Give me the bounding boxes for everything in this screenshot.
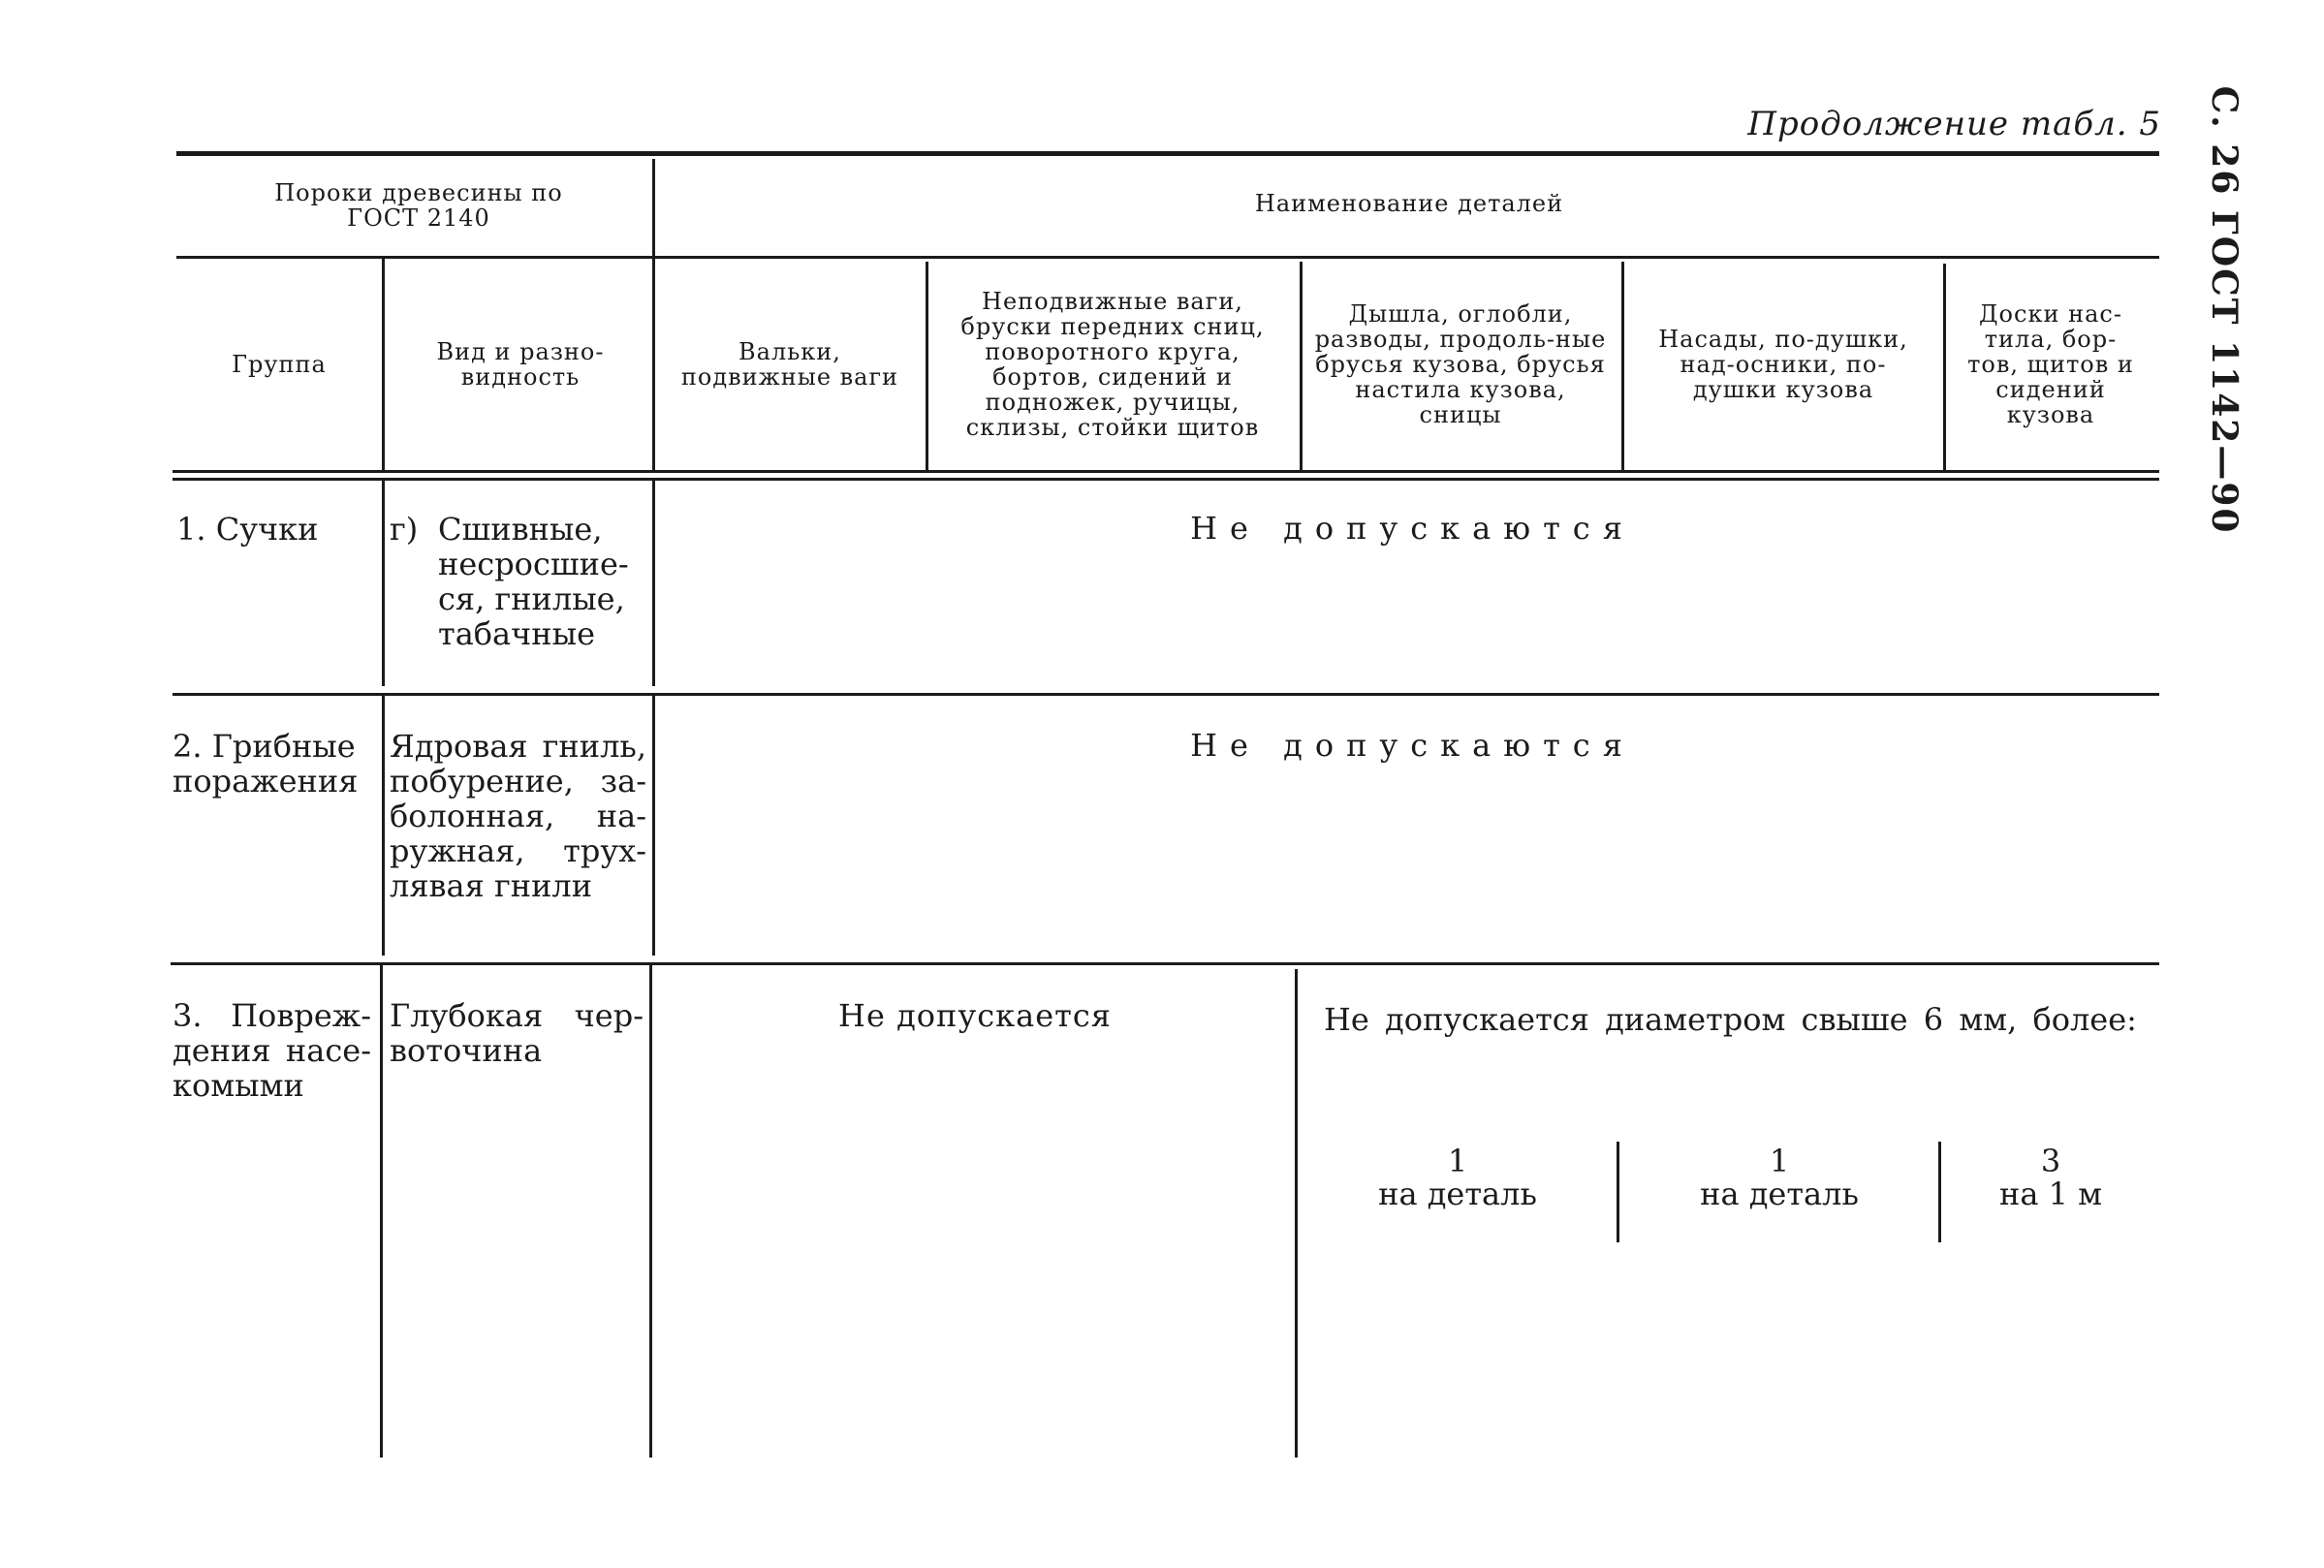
limit-3-unit: на 1 м (1999, 1176, 2102, 1212)
row-divider-2 (171, 962, 2159, 965)
row3-value-right: Не допускается диаметром свыше 6 мм, более: (1324, 1001, 2137, 1038)
col-line-2 (926, 262, 928, 470)
col-line-defects (652, 159, 655, 471)
header-bottom-rule-1 (173, 470, 2159, 473)
limit-2-unit: на деталь (1700, 1176, 1859, 1212)
details-column-header-3: Дышла, оглобли, разводы, продоль-ные брусья кузова, брусья настила кузова, сницы (1314, 300, 1607, 428)
header-divider (176, 256, 2159, 259)
row2-col-line-b (652, 696, 655, 956)
details-column-header-1: Вальки, подвижные ваги (680, 338, 899, 391)
limit-1-unit: на деталь (1378, 1176, 1537, 1212)
limit-3-number: 3 (2040, 1143, 2061, 1179)
row3-value-left: Не допускается (838, 997, 1112, 1034)
col-line-kind (382, 259, 385, 470)
limit-separator-2 (1938, 1142, 1941, 1242)
header-bottom-rule-2 (173, 478, 2159, 481)
group-column-header: Группа (232, 351, 327, 378)
row3-kind: Глубокая чер-воточина (390, 997, 644, 1069)
row1-kind-marker: г) (390, 511, 419, 548)
kind-column-header: Вид и разно-видность (436, 338, 605, 391)
row1-kind: Сшивные, несросшие-ся, гнилые, табачные (438, 511, 629, 652)
page-running-head (2200, 85, 2248, 535)
top-rule (176, 151, 2159, 156)
details-column-header-4: Насады, по-душки, над-осники, по-душки кузова (1658, 326, 1908, 403)
col-line-3 (1300, 262, 1303, 470)
limit-2-number: 1 (1769, 1143, 1790, 1179)
row1-value: Не допускаются (1190, 510, 1635, 547)
row3-col-line-a (380, 965, 383, 1458)
row2-group: 2. Грибные поражения (173, 728, 359, 800)
row2-kind: Ядровая гниль, побурение, за-болонная, на-ружная, трух-лявая гнили (390, 728, 646, 904)
details-header: Наименование деталей (1254, 190, 1564, 217)
table-continuation-caption: Продолжение табл. 5 (1747, 105, 2161, 143)
limit-1-number: 1 (1447, 1143, 1468, 1179)
page-running-head-text: С. 26 ГОСТ 1142—90 (2204, 85, 2245, 535)
row2-col-line-a (382, 696, 385, 956)
defects-header: Пороки древесины по ГОСТ 2140 (274, 179, 563, 232)
row-divider-1 (173, 693, 2159, 696)
limit-separator-1 (1617, 1142, 1619, 1242)
row1-col-line-b (652, 481, 655, 686)
col-line-5 (1943, 264, 1946, 470)
row3-group: 3. Повреж-дения насе-комыми (173, 997, 371, 1104)
details-column-header-5: Доски нас-тила, бор-тов, щитов и сидений кузова (1967, 300, 2134, 428)
row1-group: 1. Сучки (176, 511, 319, 548)
row1-col-line-a (382, 481, 385, 686)
row2-value: Не допускаются (1190, 727, 1635, 764)
row3-col-line-b (649, 965, 652, 1458)
row3-col-line-c (1295, 969, 1298, 1458)
col-line-4 (1621, 262, 1624, 470)
details-column-header-2: Неподвижные ваги, бруски передних сниц, поворотного круга, бортов, сидений и подножек, ручицы, склизы, стойки щитов (960, 288, 1265, 441)
